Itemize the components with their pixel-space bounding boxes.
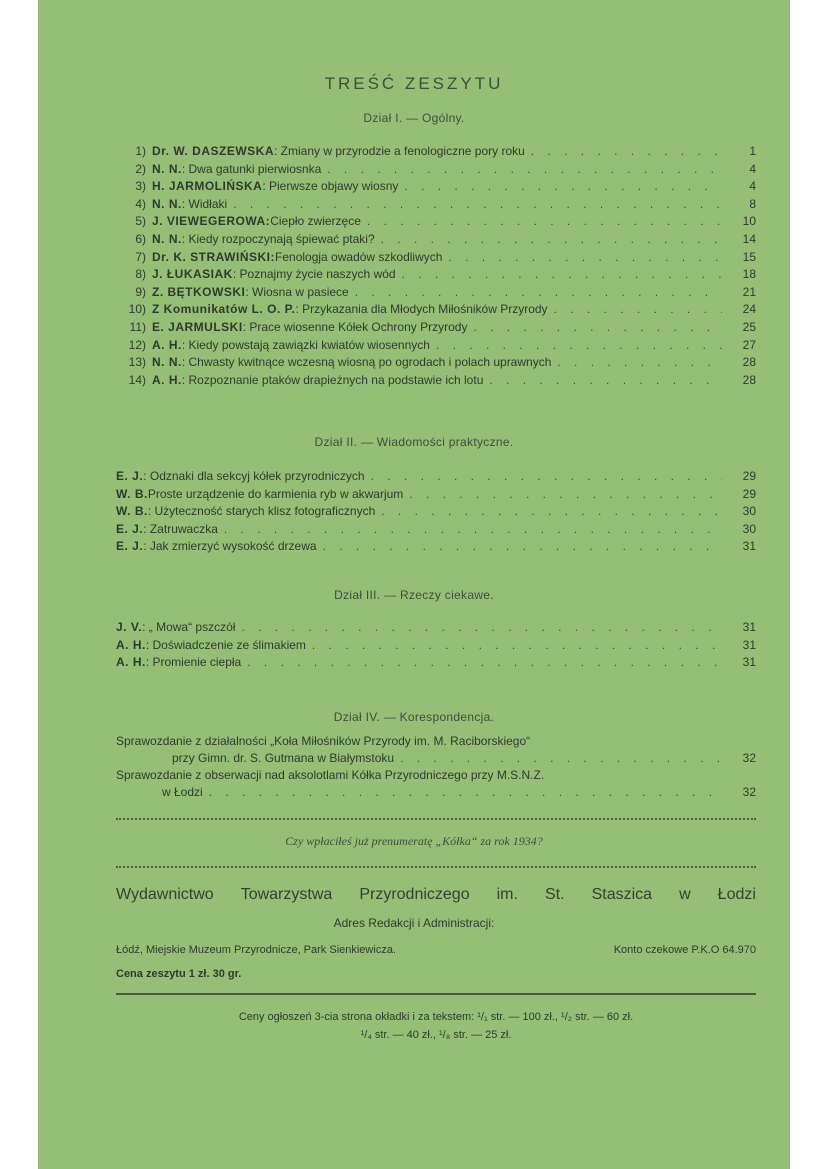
entry-page-number: 8 xyxy=(749,196,756,211)
entry-title: Fenologja owadów szkodliwych xyxy=(275,249,443,264)
publisher-word: Łodzi xyxy=(717,886,756,903)
entry-title: : Kiedy rozpoczynają śpiewać ptaki? xyxy=(181,231,375,246)
toc-entry xyxy=(116,197,756,215)
toc-entry xyxy=(116,373,756,391)
toc-entry xyxy=(116,355,756,373)
toc-entry xyxy=(116,232,756,250)
toc-list-correspondence xyxy=(116,734,756,802)
toc-entry xyxy=(116,539,756,557)
toc-entry xyxy=(116,469,756,487)
entry-author: J. V. xyxy=(116,620,143,634)
entry-title: : Pierwsze objawy wiosny xyxy=(262,179,399,194)
page-title: TREŚĆ ZESZYTU xyxy=(324,74,504,93)
beaded-divider-top xyxy=(116,818,756,820)
report-page-number: 32 xyxy=(742,751,756,765)
entry-title: : Rozpoznanie ptaków drapieżnych na podstawie ich lotu xyxy=(181,372,484,387)
report-page-number: 32 xyxy=(742,785,756,799)
entry-title: : Doświadczenie ze ślimakiem xyxy=(145,637,306,652)
toc-entry xyxy=(116,214,756,232)
toc-list-practical xyxy=(116,469,756,557)
entry-author: N. N. xyxy=(152,196,182,211)
report-title-line: Sprawozdanie z działalności „Koła Miłośników Przyrody im. M. Raciborskiego“ xyxy=(116,734,531,748)
entry-page-number: 31 xyxy=(742,620,756,634)
entry-title: : Dwa gatunki pierwiosnka xyxy=(181,161,322,176)
dot-leader xyxy=(367,214,722,228)
entry-number: 4) xyxy=(135,196,146,211)
entry-title: : Promienie ciepła xyxy=(145,655,242,670)
toc-entry xyxy=(116,320,756,338)
entry-author: A. H. xyxy=(116,637,146,652)
horizontal-rule xyxy=(116,993,756,995)
entry-author: A. H. xyxy=(152,372,182,387)
dot-leader xyxy=(554,302,722,316)
section-heading-3: Dział III. — Rzeczy ciekawe. xyxy=(334,588,494,602)
dot-leader xyxy=(209,785,722,799)
entry-title: : „ Mowa“ pszczół xyxy=(142,620,236,634)
toc-entry xyxy=(116,250,756,268)
entry-author: Z Komunikatów L. O. P. xyxy=(152,302,296,317)
entry-number: 13) xyxy=(128,355,146,370)
section-heading-1: Dział I. — Ogólny. xyxy=(363,111,465,125)
dot-leader xyxy=(400,751,722,765)
entry-author: A. H. xyxy=(152,337,182,352)
entry-title: : Wiosna w pasiece xyxy=(245,284,349,299)
entry-title: : Prace wiosenne Kółek Ochrony Przyrody xyxy=(242,319,468,334)
dot-leader xyxy=(436,338,722,352)
entry-page-number: 21 xyxy=(742,284,756,299)
dot-leader xyxy=(355,285,722,299)
entry-page-number: 4 xyxy=(749,161,756,176)
address-heading: Adres Redakcji i Administracji: xyxy=(333,916,495,930)
report-continuation-line xyxy=(116,785,756,802)
entry-author: J. VIEWEGEROWA: xyxy=(152,214,271,229)
entry-page-number: 27 xyxy=(742,337,756,352)
entry-page-number: 31 xyxy=(742,539,756,554)
ads-line-1: Ceny ogłoszeń 3-cia strona okładki i za tekstem: ¹/₁ str. — 100 zł., ¹/₂ str. — 60 zł. xyxy=(238,1011,634,1023)
dot-leader xyxy=(448,250,722,264)
entry-title: : Zatruwaczka xyxy=(143,521,218,536)
dot-leader xyxy=(247,655,722,669)
entry-author: A. H. xyxy=(116,655,146,670)
publisher-word: St. xyxy=(544,886,565,903)
ads-line-2: ¹/₄ str. — 40 zł., ¹/₈ str. — 25 zł. xyxy=(360,1029,512,1041)
dot-leader xyxy=(557,355,722,369)
entry-author: N. N. xyxy=(152,161,182,176)
entry-page-number: 29 xyxy=(742,469,756,483)
toc-entry xyxy=(116,302,756,320)
entry-title: : Kiedy powstają zawiązki kwiatów wiosennych xyxy=(181,337,430,352)
publisher-word: Wydawnictwo xyxy=(116,886,214,903)
entry-page-number: 24 xyxy=(742,302,756,317)
dot-leader xyxy=(327,162,722,176)
entry-author: Z. BĘTKOWSKI xyxy=(152,284,246,299)
entry-author: E. JARMULSKI xyxy=(152,319,243,334)
dot-leader xyxy=(404,179,722,193)
dot-leader xyxy=(473,320,722,334)
entry-title: : Odznaki dla sekcyj kółek przyrodniczych xyxy=(143,469,365,483)
entry-author: E. J. xyxy=(116,469,144,483)
entry-author: H. JARMOLIŃSKA xyxy=(152,179,263,194)
publisher-line xyxy=(116,886,756,904)
entry-page-number: 30 xyxy=(742,521,756,536)
entry-page-number: 14 xyxy=(742,231,756,246)
toc-entry xyxy=(116,162,756,180)
toc-entry xyxy=(116,487,756,505)
entry-number: 11) xyxy=(129,319,146,334)
dot-leader xyxy=(371,469,722,483)
entry-author: Dr. K. STRAWIŃSKI: xyxy=(152,249,276,264)
entry-title: : Jak zmierzyć wysokość drzewa xyxy=(143,539,317,554)
entry-author: N. N. xyxy=(152,231,182,246)
entry-number: 6) xyxy=(135,231,146,246)
beaded-divider-bottom xyxy=(116,866,756,868)
advertising-rates xyxy=(116,1008,756,1044)
entry-page-number: 18 xyxy=(742,267,756,282)
toc-list-curiosities xyxy=(116,620,756,673)
toc-entry xyxy=(116,504,756,522)
section-heading-4: Dział IV. — Korespondencja. xyxy=(333,710,495,724)
toc-list-general xyxy=(116,144,756,390)
entry-title: : Widłaki xyxy=(181,196,228,211)
entry-page-number: 25 xyxy=(742,319,756,334)
entry-page-number: 4 xyxy=(749,179,756,194)
publisher-word: w xyxy=(679,886,691,903)
dot-leader xyxy=(381,232,722,246)
toc-entry xyxy=(116,285,756,303)
entry-page-number: 28 xyxy=(742,372,756,387)
toc-entry xyxy=(116,338,756,356)
address-line xyxy=(116,944,756,956)
entry-title: Ciepło zwierzęce xyxy=(270,214,361,229)
section-heading-2: Dział II. — Wiadomości praktyczne. xyxy=(314,435,514,449)
address-text: Łódź, Miejskie Muzeum Przyrodnicze, Park Sienkiewicza. xyxy=(116,944,396,956)
entry-author: Dr. W. DASZEWSKA xyxy=(152,144,275,158)
entry-title: : Chwasty kwitnące wczesną wiosną po ogrodach i polach uprawnych xyxy=(181,355,552,370)
entry-author: J. ŁUKASIAK xyxy=(152,267,233,282)
entry-number: 5) xyxy=(135,214,146,229)
dot-leader xyxy=(233,197,722,211)
magazine-back-cover xyxy=(38,0,790,1169)
publisher-word: Towarzystwa xyxy=(240,886,333,903)
entry-page-number: 31 xyxy=(742,637,756,652)
dot-leader xyxy=(489,373,722,387)
publisher-word: im. xyxy=(496,886,518,903)
entry-author: E. J. xyxy=(116,521,144,536)
dot-leader xyxy=(323,539,722,553)
entry-author: N. N. xyxy=(152,355,182,370)
toc-entry xyxy=(116,179,756,197)
dot-leader xyxy=(224,522,722,536)
entry-number: 12) xyxy=(128,337,146,352)
entry-number: 10) xyxy=(128,302,146,317)
dot-leader xyxy=(531,144,722,158)
issue-price: Cena zeszytu 1 zł. 30 gr. xyxy=(116,968,242,980)
entry-page-number: 28 xyxy=(742,355,756,370)
report-title-line: Sprawozdanie z obserwacji nad aksolotlami Kółka Przyrodniczego przy M.S.N.Z. xyxy=(116,768,545,782)
entry-author: W. B. xyxy=(116,486,148,501)
entry-title: : Poznajmy życie naszych wód xyxy=(232,267,396,282)
entry-title: : Przykazania dla Młodych Miłośników Przyrody xyxy=(295,302,548,317)
entry-author: E. J. xyxy=(116,539,144,554)
publisher-word: Staszica xyxy=(591,886,653,903)
entry-page-number: 15 xyxy=(742,249,756,264)
entry-page-number: 1 xyxy=(749,144,756,158)
toc-entry xyxy=(116,638,756,656)
dot-leader xyxy=(402,267,722,281)
dot-leader xyxy=(409,487,722,501)
entry-title: : Zmiany w przyrodzie a fenologiczne pory roku xyxy=(274,144,525,158)
entry-number: 8) xyxy=(135,267,146,282)
entry-title: : Użyteczność starych klisz fotograficznych xyxy=(147,504,376,519)
entry-title: Proste urządzenie do karmienia ryb w akwarjum xyxy=(147,486,404,501)
account-text: Konto czekowe P.K.O 64.970 xyxy=(613,944,756,956)
dot-leader xyxy=(381,504,722,518)
entry-number: 14) xyxy=(128,372,146,387)
entry-number: 7) xyxy=(135,249,146,264)
report-continuation-line xyxy=(116,751,756,768)
entry-page-number: 10 xyxy=(742,214,756,229)
entry-number: 9) xyxy=(135,284,146,299)
toc-entry xyxy=(116,144,756,162)
dot-leader xyxy=(312,638,722,652)
toc-entry xyxy=(116,620,756,638)
toc-entry xyxy=(116,522,756,540)
toc-entry xyxy=(116,655,756,673)
report-subtitle: przy Gimn. dr. S. Gutmana w Białymstoku xyxy=(172,751,395,765)
entry-number: 3) xyxy=(135,179,146,194)
entry-page-number: 31 xyxy=(742,655,756,670)
entry-page-number: 29 xyxy=(742,486,756,501)
entry-number: 1) xyxy=(135,144,146,158)
entry-number: 2) xyxy=(135,161,146,176)
report-subtitle: w Łodzi xyxy=(162,785,203,799)
entry-author: W. B. xyxy=(116,504,148,519)
subscription-notice: Czy wpłaciłeś już prenumeratę „Kółka“ za rok 1934? xyxy=(285,834,543,848)
dot-leader xyxy=(241,620,722,634)
entry-page-number: 30 xyxy=(742,504,756,519)
publisher-word: Przyrodniczego xyxy=(359,886,470,903)
toc-entry xyxy=(116,267,756,285)
